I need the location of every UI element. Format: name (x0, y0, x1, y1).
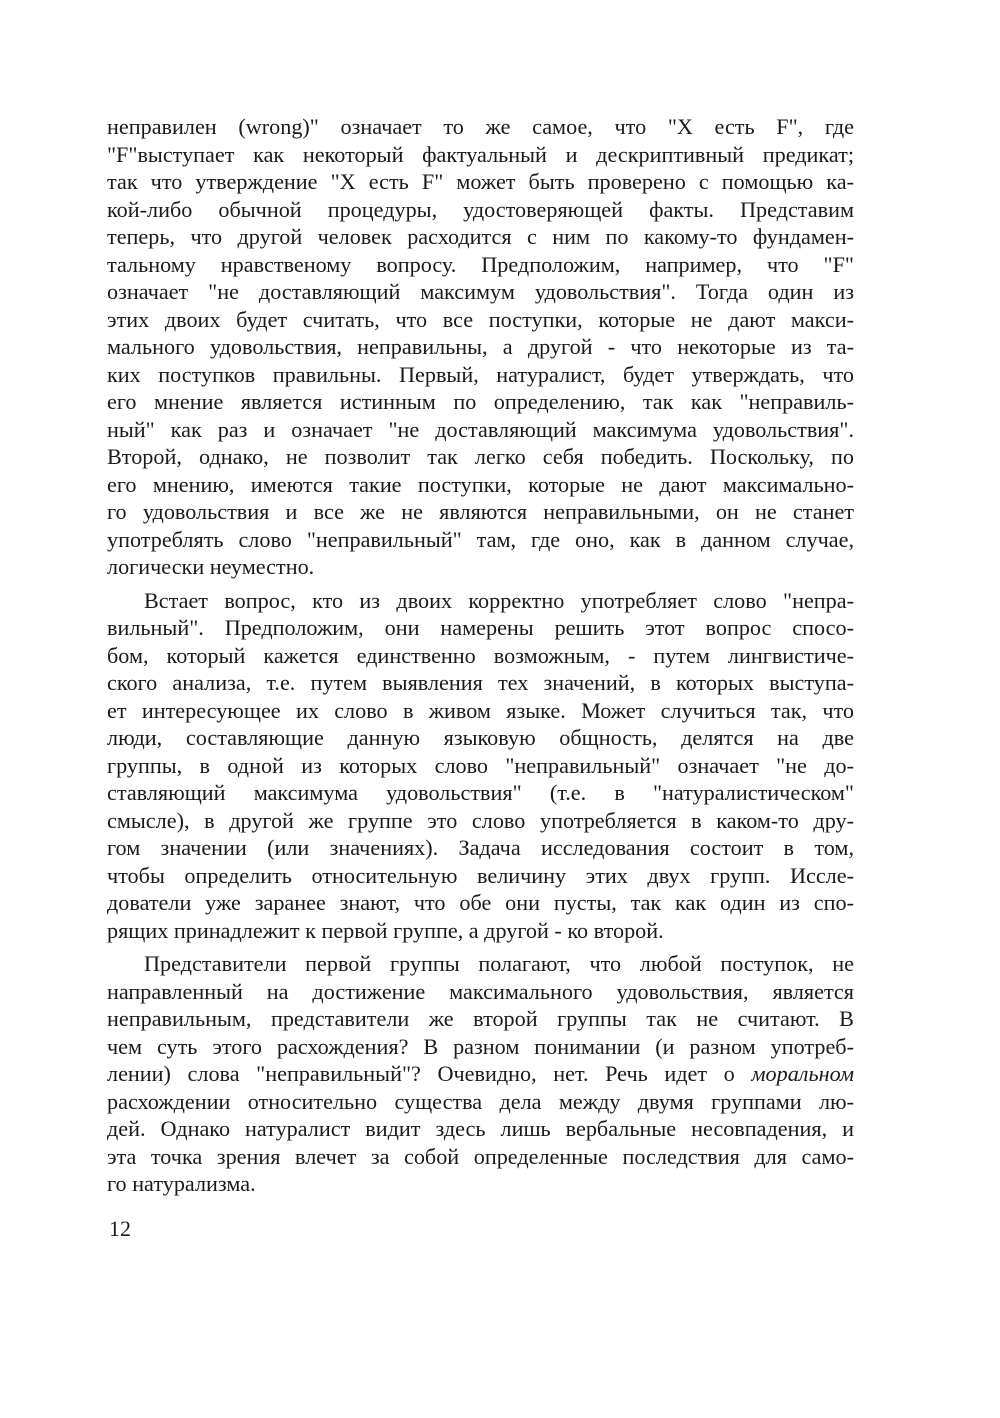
text-line: неправилен (wrong)" означает то же самое, что "X есть F", где (107, 114, 854, 139)
text-line: бом, который кажется единственно возможным, - путем лингвистиче- (107, 642, 854, 668)
text-line-with-italic (107, 1060, 854, 1088)
text-line: его мнение является истинным по определению, так как "неправиль- (107, 389, 854, 414)
text-line: Второй, однако, не позволит так легко себя победить. Поскольку, по (107, 444, 854, 469)
text-line: употреблять слово "неправильный" там, где оно, как в данном случае, (107, 526, 854, 552)
text-line: ского анализа, т.е. путем выявления тех значений, в которых выступа- (107, 670, 854, 695)
line-text: лении) слова "неправильный"? Очевидно, нет. Речь идет о (107, 1061, 752, 1086)
text-line: Встает вопрос, кто из двоих корректно употребляет слово "непра- (144, 587, 854, 613)
text-line: го удовольствия и все же не являются неправильными, он не станет (107, 499, 854, 524)
text-line: теперь, что другой человек расходится с ним по какому-то фундамен- (107, 224, 854, 249)
text-line: ет интересующее их слово в живом языке. Может случиться так, что (107, 697, 854, 723)
text-line: дователи уже заранее знают, что обе они пусты, так как один из спо- (107, 890, 854, 915)
text-line: "F"выступает как некоторый фактуальный и дескриптивный предикат; (107, 141, 854, 167)
text-line: означает "не доставляющий максимум удовольствия". Тогда один из (107, 279, 854, 304)
text-line: вильный". Предположим, они намерены решить этот вопрос спосо- (107, 615, 854, 640)
text-line: смысле), в другой же группе это слово употребляется в каком-то дру- (107, 807, 854, 833)
italic-word: моральном (751, 1061, 854, 1086)
text-line: люди, составляющие данную языковую общность, делятся на две (107, 725, 854, 750)
paragraph-3 (107, 950, 854, 1198)
text-line: кой-либо обычной процедуры, удостоверяющей факты. Представим (107, 196, 854, 222)
text-line: логически неуместно. (107, 554, 315, 579)
text-line: неправильным, представители же второй группы так не считают. В (107, 1006, 854, 1031)
text-line: чтобы определить относительную величину этих двух групп. Иссле- (107, 862, 854, 888)
text-line: направленный на достижение максимального удовольствия, является (107, 978, 854, 1004)
body-text (107, 113, 854, 1198)
text-line: этих двоих будет считать, что все поступки, которые не дают макси- (107, 306, 854, 332)
page-number: 12 (109, 1216, 131, 1241)
text-line: мального удовольствия, неправильны, а другой - что некоторые из та- (107, 334, 854, 359)
text-line: гом значении (или значениях). Задача исследования состоит в том, (107, 835, 854, 860)
paragraph-2 (107, 587, 854, 945)
text-line: ный" как раз и означает "не доставляющий максимума удовольствия". (107, 416, 854, 442)
text-line: ких поступков правильны. Первый, натуралист, будет утверждать, что (107, 361, 854, 387)
text-line: го натурализма. (107, 1171, 256, 1196)
text-line: Представители первой группы полагают, что любой поступок, не (144, 951, 854, 976)
text-line: группы, в одной из которых слово "неправильный" означает "не до- (107, 752, 854, 778)
text-line: так что утверждение "X есть F" может быть проверено с помощью ка- (107, 169, 854, 194)
text-line: чем суть этого расхождения? В разном понимании (и разном употреб- (107, 1033, 854, 1059)
text-line: расхождении относительно существа дела между двумя группами лю- (107, 1088, 854, 1114)
text-line: дей. Однако натуралист видит здесь лишь вербальные несовпадения, и (107, 1116, 854, 1141)
text-line: тальному нравственому вопросу. Предположим, например, что "F" (107, 251, 854, 277)
text-line: эта точка зрения влечет за собой определенные последствия для само- (107, 1143, 854, 1169)
text-line: рящих принадлежит к первой группе, а другой - ко второй. (107, 917, 664, 943)
paragraph-1 (107, 113, 854, 581)
text-line: ставляющий максимума удовольствия" (т.е. в "натуралистическом" (107, 780, 854, 805)
text-line: его мнению, имеются такие поступки, которые не дают максимально- (107, 471, 854, 497)
